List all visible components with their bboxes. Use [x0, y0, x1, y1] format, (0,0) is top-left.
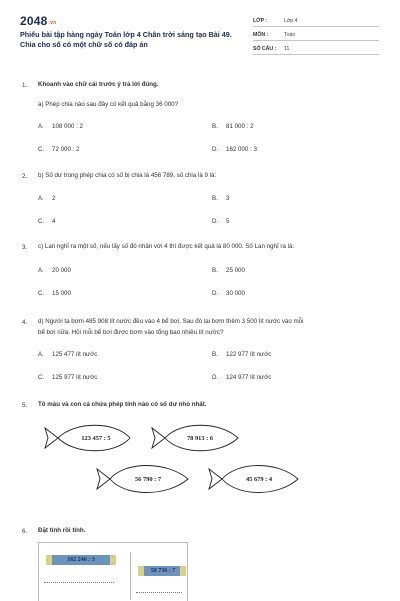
option-a[interactable]: A. 108 000 : 2 — [38, 123, 83, 130]
divider — [253, 54, 379, 55]
question-number: 2. — [22, 173, 28, 180]
subject-label: MÔN : — [253, 32, 269, 38]
option-c[interactable]: C. 72 000 : 2 — [38, 146, 80, 153]
site-logo[interactable] — [20, 14, 56, 28]
tape-end — [110, 555, 116, 565]
calc-expression-1: 162 246 : 3 — [52, 555, 110, 565]
question-instruction: Khoanh vào chữ cái trước ý trả lời đúng. — [38, 81, 159, 88]
worksheet-title: Phiếu bài tập hàng ngày Toán lớp 4 Chân trời sáng tạo Bài 49. Chia cho số có một chữ số có đáp án — [20, 30, 232, 49]
question-text: c) Lan nghĩ ra một số, nếu lấy số đó nhân với 4 thì được kết quả là 80 000. Số Lan nghĩ ra là: — [38, 243, 295, 250]
option-b[interactable]: B. 81 000 : 2 — [212, 123, 254, 130]
fish-3[interactable]: 56 790 : 7 — [134, 476, 162, 483]
question-number: 6. — [22, 528, 28, 535]
answer-line[interactable] — [44, 582, 114, 583]
fish-drawing — [0, 415, 400, 500]
subject-value: Toán — [284, 32, 296, 38]
fish-4[interactable]: 45 679 : 4 — [245, 476, 273, 483]
option-b[interactable]: B. 3 — [212, 195, 230, 202]
question-instruction: Đặt tính rồi tính. — [38, 527, 86, 534]
class-value: Lớp 4 — [284, 18, 298, 24]
logo-suffix: .vn — [48, 20, 57, 26]
question-text-line2: bể bơi nữa. Hỏi mỗi bể bơi được bơm vào tổng bao nhiêu lít nước? — [38, 329, 224, 336]
count-value: 11 — [284, 46, 290, 52]
class-label: LỚP : — [253, 18, 268, 24]
question-text: a) Phép chia nào sau đây có kết quả bằng 36 000? — [38, 101, 179, 108]
fish-2[interactable]: 78 913 : 6 — [186, 435, 214, 442]
fish-1[interactable]: 123 457 : 5 — [81, 435, 111, 442]
divider — [253, 26, 379, 27]
question-number: 5. — [22, 402, 28, 409]
calc-expression-2: 58 736 : 7 — [144, 566, 182, 576]
tape-end — [180, 566, 186, 576]
divider — [253, 40, 379, 41]
option-c[interactable]: C. 15 000 — [38, 290, 71, 297]
answer-line[interactable] — [136, 592, 182, 593]
question-text: b) Số dư trong phép chia có số bị chia là 456 789, số chia là 9 là: — [38, 172, 217, 179]
option-a[interactable]: A. 20 000 — [38, 267, 71, 274]
option-a[interactable]: A. 2 — [38, 195, 56, 202]
question-number: 4. — [22, 319, 28, 326]
option-b[interactable]: B. 25 000 — [212, 267, 245, 274]
option-d[interactable]: D. 162 000 : 3 — [212, 146, 257, 153]
logo-text: 2048 — [20, 14, 48, 28]
question-number: 1. — [22, 82, 28, 89]
option-b[interactable]: B. 122 977 lít nước — [212, 351, 272, 358]
count-label: SỐ CÂU : — [253, 46, 277, 52]
option-c[interactable]: C. 4 — [38, 218, 56, 225]
option-a[interactable]: A. 125 477 lít nước — [38, 351, 98, 358]
question-instruction: Tô màu và con cá chứa phép tính nào có số dư nhỏ nhất. — [38, 401, 207, 408]
option-d[interactable]: D. 5 — [212, 218, 230, 225]
question-text-line1: d) Người ta bơm 485 908 lít nước đều vào 4 bể bơi. Sau đó lại bơm thêm 3 500 lít nước vào mỗi — [38, 318, 304, 325]
option-d[interactable]: D. 30 000 — [212, 290, 245, 297]
option-d[interactable]: D. 124 977 lít nước — [212, 374, 272, 381]
question-number: 3. — [22, 244, 28, 251]
option-c[interactable]: C. 125 977 lít nước — [38, 374, 98, 381]
